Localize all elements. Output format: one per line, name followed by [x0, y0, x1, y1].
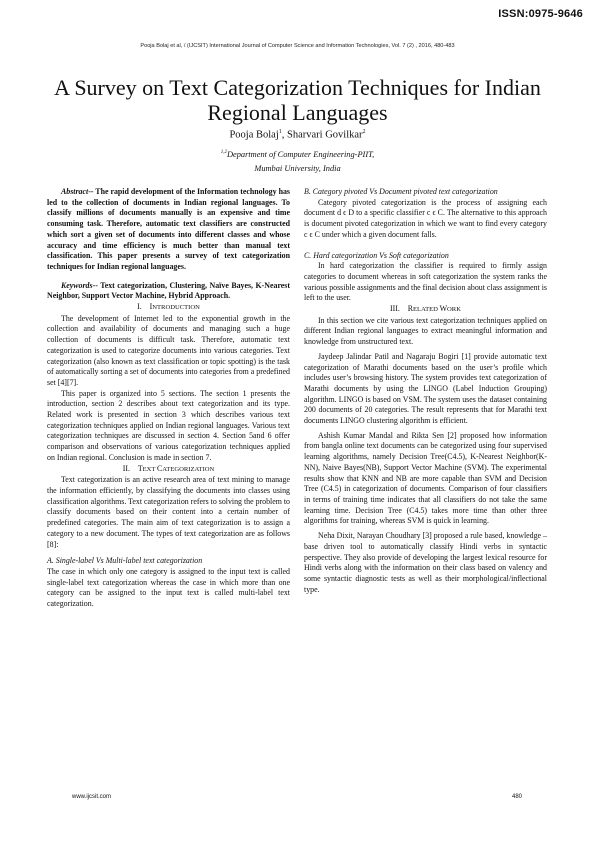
author-sup: 2	[362, 129, 366, 135]
paragraph: Text categorization is an active research area of text mining to manage the information efficiently, by classifying the documents into classes using classification algorithms. Text categorization refers to solving the problem to classify documents based on their content into a certain number of predefined categories. The main aim of text categorization is to assign a category to a new document. The types of text categorization are as follows [8]:	[47, 475, 290, 549]
paragraph: Category pivoted categorization is the process of assigning each document d ϵ D to a specific classifier c ϵ C. The alternative to this approach is document pivoted categorization in which we want to find every category c ϵ C under which a given document falls.	[304, 197, 547, 239]
section-heading-introduction: I. INTRODUCTION	[137, 302, 200, 312]
paragraph: Ashish Kumar Mandal and Rikta Sen [2] proposed how information from bangla online text documents can be categorized using four supervised learning algorithms, namely Decision Tree(C4.5), K-Nearest Neighbor(K-NN), Naive Bayes(NB), Support Vector Machine (SVM). The experimental results show that KNN and NB are more capable than SVM and Decision Tree (C4.5) in categorization of documents. Comparison of four classifiers in terms of training time indicates that all classifiers do not take the same learning time. Decision Tree (C4.5) takes more time than other three algorithms for training, whereas SVM is quick in learning.	[304, 430, 547, 526]
affiliation-sup: 1,2	[220, 150, 227, 155]
paragraph: In hard categorization the classifier is required to firmly assign categories to document whereas in soft categorization the system ranks the various possible assignments and the final decision about class assignment is left to the user.	[304, 261, 547, 303]
issn-label: ISSN:0975-9646	[498, 8, 583, 20]
affiliation-dept-text: Department of Computer Engineering-PIIT,	[226, 149, 375, 159]
abstract	[47, 187, 290, 273]
author-name: Pooja Bolaj	[229, 129, 279, 141]
author-separator: ,	[281, 129, 287, 141]
paragraph: The case in which only one category is assigned to the input text is called single-label text categorization whereas the case in which more than one category can be assigned to the input text is called multi-label text categorization.	[47, 566, 290, 609]
abstract-label: Abstract	[61, 187, 89, 196]
subsection-heading: A. Single-label Vs Multi-label text categorization	[47, 556, 203, 566]
affiliation-univ: Mumbai University, India	[254, 163, 341, 173]
abstract-text: -- The rapid development of the Information technology has led to the collection of documents in Indian regional languages. To classify millions of documents manually is an expensive and time consuming task. Therefore, automatic text classifiers are constructed which sort a given set of documents into different classes and whose accuracy and time efficiency is much better than manual text classification. This paper presents a survey of text categorization techniques for Indian regional languages.	[47, 187, 290, 271]
section-heading-related-work: III. RELATED WORK	[390, 304, 461, 314]
authors	[0, 129, 595, 141]
paragraph: Jaydeep Jalindar Patil and Nagaraju Bogiri [1] provide automatic text categorization of Marathi documents based on the user’s profile which includes user’s browsing history. The system provides text categorization of Marathi documents by using the LINGO (Label Induction Grouping) algorithm. LINGO is based on VSM. The system uses the dataset containing 200 documents of 20 categories. The result represents that for Marathi text documents LINGO clustering algorithm is efficient.	[304, 351, 547, 426]
paragraph: In this section we cite various text categorization techniques applied on different Indian regional languages to extract meaningful information and knowledge from unstructured text.	[304, 315, 547, 347]
paragraph: Neha Dixit, Narayan Choudhary [3] proposed a rule based, knowledge –base driven tool to automatically classify Hindi verbs in syntactic perspective. They also provide of developing the largest lexical resource for Hindi verbs along with the information on their class based on valency and some syntactic diagnostic tests as well as their morphological/inflectional type.	[304, 531, 547, 594]
left-column	[47, 187, 290, 610]
section-heading-text-categorization: II. TEXT CATEGORIZATION	[122, 463, 215, 473]
right-column	[304, 187, 547, 595]
running-header: Pooja Bolaj et al, / (IJCSIT) International Journal of Computer Science and Information Technologies, Vol. 7 (2) , 2016, 480-483	[140, 43, 455, 49]
paper-title: A Survey on Text Categorization Techniques for Indian Regional Languages	[54, 75, 541, 125]
author-name: Sharvari Govilkar	[287, 129, 363, 141]
paragraph: This paper is organized into 5 sections. The section 1 presents the introduction, section 2 describes about text categorization and its type. Related work is presented in section 3 which describes various text categorization techniques applied on Indian regional languages. Various text categorization techniques are discussed in section 4. Section 5and 6 offer comparison and observations of various categorization techniques applied on Indian regional. Conclusion is made in section 7.	[47, 388, 290, 462]
footer-url: www.ijcsit.com	[72, 794, 112, 800]
keywords-label: Keywords	[61, 280, 93, 290]
affiliation-dept	[0, 146, 595, 162]
affiliation	[0, 146, 595, 176]
paragraph: The development of Internet led to the exponential growth in the collection and availability of documents and managing such a huge collection of documents is difficult task. Therefore, automatic text categorization is used to categorize documents into various categories. Text categorization (also known as text classification or topic spotting) is the task of automatically sorting a set of documents into categories from a predefined set [4][7].	[47, 313, 290, 387]
subsection-heading: C. Hard categorization Vs Soft categorization	[304, 250, 449, 260]
keywords-text: -- Text categorization, Clustering, Naïve Bayes, K-Nearest Neighbor, Support Vector Machine, Hybrid Approach.	[47, 280, 290, 301]
subsection-heading: B. Category pivoted Vs Document pivoted text categorization	[304, 187, 498, 196]
author-sup: 1	[278, 129, 282, 135]
keywords	[47, 281, 290, 302]
page-number: 480	[512, 794, 523, 800]
